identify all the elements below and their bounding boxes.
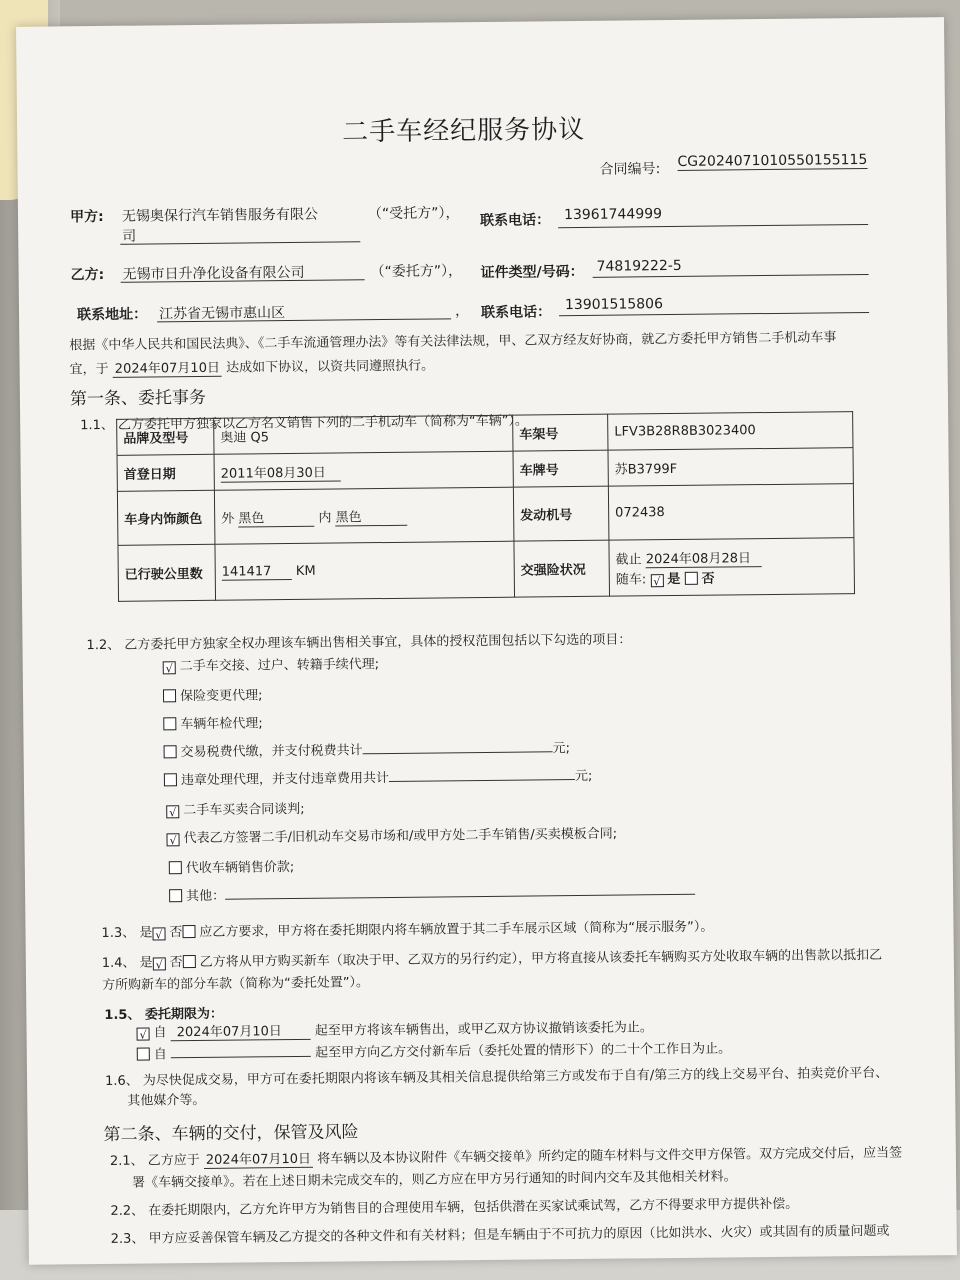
party-a-phone-underline <box>558 224 868 228</box>
option-7-checkbox[interactable]: √ <box>166 833 179 846</box>
vin-value: LFV3B28R8B3023400 <box>608 412 853 451</box>
intro-line2: 宜，于 2024年07月10日 达成如下协议，以资共同遵照执行。 <box>69 358 435 378</box>
clause-1-4-yes-checkbox[interactable]: √ <box>153 957 166 970</box>
clause-1-6-line2: 其他媒介等。 <box>127 1092 206 1109</box>
option-1: √ 二手车交接、过户、转籍手续代理; <box>163 653 380 674</box>
option-3: 车辆年检代理; <box>163 712 263 732</box>
party-a-name-line2: 司 <box>122 228 137 245</box>
option-2: 保险变更代理; <box>163 684 263 704</box>
option-1-checkbox[interactable]: √ <box>163 661 176 674</box>
party-a-phone: 13961744999 <box>563 206 663 224</box>
vin-label: 车架号 <box>513 414 608 451</box>
vehicle-info-table <box>116 411 855 602</box>
clause-1-2: 1.2、 乙方委托甲方独家全权办理该车辆出售相关事宜，具体的授权范围包括以下勾选的项目： <box>86 632 632 654</box>
option-3-checkbox[interactable] <box>163 717 176 730</box>
clause-1-3-yes-checkbox[interactable]: √ <box>152 927 165 940</box>
party-b-id-label: 证件类型/号码： <box>480 263 584 282</box>
party-b-id-underline <box>593 274 869 278</box>
party-a-name-line1: 无锡奥保行汽车销售服务有限公 <box>121 206 319 225</box>
option-9: 其他： <box>169 880 695 905</box>
clause-1-3: 1.3、 是 √ 否 应乙方要求，甲方将在委托期限内将车辆放置于其二手车展示区域（简称为“展示服务”）。 <box>101 919 714 942</box>
party-b-address-label: 联系地址： <box>76 306 148 324</box>
clause-1-5-label: 1.5、 委托期限为： <box>104 1006 224 1023</box>
party-b-id: 74819222-5 <box>596 257 682 275</box>
clause-1-5-option-b: 自 起至甲方向乙方交付新车后（委托处置的情形下）的二十个工作日为止。 <box>137 1037 731 1062</box>
option-7: √ 代表乙方签署二手/旧机动车交易市场和/或甲方处二手车销售/买卖模板合同; <box>166 823 617 847</box>
party-a-name-underline <box>120 241 360 245</box>
clause-1-6-line1: 1.6、 为尽快促成交易，甲方可在委托期限内将该车辆及其相关信息提供给第三方或发布于自有/第三方的线上交易平台、拍卖竞价平台、 <box>104 1065 889 1089</box>
option-4: 交易税费代缴，并支付税费共计 元; <box>164 737 571 760</box>
plate-label: 车牌号 <box>513 450 608 487</box>
party-b-address: 江苏省无锡市惠山区 <box>158 305 286 323</box>
clause-1-1: 1.1、 乙方委托甲方独家以乙方名义销售下列的二手机动车（简称为“车辆”）。 <box>80 413 529 434</box>
intro-line1: 根据《中华人民共和国民法典》、《二手车流通管理办法》等有关法律法规，甲、乙双方经友好协商，就乙方委托甲方销售二手机动车事 <box>69 330 837 354</box>
option-6-checkbox[interactable]: √ <box>166 805 179 818</box>
brand-label: 品牌及型号 <box>117 418 214 455</box>
clause-2-1: 2.1、 乙方应于 2024年07月10日 将车辆以及本协议附件《车辆交接单》所约定的随车材料与文件交甲方保管。双方完成交付后，应当签 <box>109 1145 903 1169</box>
option-2-checkbox[interactable] <box>163 689 176 702</box>
insurance-value: 截止 2024年08月28日 随车: √ 是 否 <box>609 538 855 597</box>
clause-2-2: 2.2、 在委托期限内，乙方允许甲方为销售目的合理使用车辆，包括供潜在买家试乘试驾，乙方不得要求甲方提供补偿。 <box>110 1196 799 1219</box>
contract-number-label: 合同编号: <box>599 161 661 178</box>
engine-value: 072438 <box>608 484 854 541</box>
registration-date-label: 首登日期 <box>117 454 214 491</box>
clause-1-4-no-checkbox[interactable] <box>183 955 196 968</box>
insurance-yes-checkbox[interactable]: √ <box>650 574 663 587</box>
color-label: 车身内饰颜色 <box>117 490 215 545</box>
option-8: 代收车辆销售价款; <box>169 856 295 876</box>
insurance-label: 交强险状况 <box>514 540 610 597</box>
clause-1-5-option-a: √ 自 2024年07月10日 起至甲方将该车辆售出，或甲乙双方协议撤销该委托为止。 <box>136 1016 652 1041</box>
brand-value: 奥迪 Q5 <box>214 415 513 454</box>
party-a-label: 甲方: <box>69 208 104 226</box>
party-b-address-sep: ， <box>454 303 470 320</box>
option-6: √ 二手车买卖合同谈判; <box>166 798 305 818</box>
clause-2-1-line2: 署《车辆交接单》。若在上述日期未完成交车的，则乙方应在甲方另行通知的时间内交车及其他相关材料。 <box>132 1169 737 1191</box>
contract-number: CG20240710105501551​15 <box>677 151 868 170</box>
option-8-checkbox[interactable] <box>169 861 182 874</box>
option-9-checkbox[interactable] <box>169 889 182 902</box>
clause-1-3-no-checkbox[interactable] <box>182 925 195 938</box>
party-b-phone: 13901515806 <box>564 296 664 314</box>
document-title: 二手车经纪服务协议 <box>341 114 586 148</box>
clause-1-4-line2: 方所购新车的部分车款（简称为“委托处置”）。 <box>101 975 370 994</box>
option-5-checkbox[interactable] <box>164 773 177 786</box>
party-a-phone-label: 联系电话： <box>480 212 551 230</box>
insurance-no-checkbox[interactable] <box>684 572 697 585</box>
party-a-role: （“受托方”）， <box>367 205 460 223</box>
party-b-role: （“委托方”）， <box>370 263 463 281</box>
registration-date-value: 2011年08月30日 <box>214 451 513 490</box>
clause-1-4: 1.4、 是 √ 否 乙方将从甲方购买新车（取决于甲、乙双方的另行约定），甲方将直接从该委托车辆购买方处收取车辆的出售款以抵扣乙 <box>101 947 883 972</box>
section1-heading: 第一条、委托事务 <box>69 387 207 410</box>
clause-2-3: 2.3、 甲方应妥善保管车辆及乙方提交的各种文件和有关材料；但是车辆由于不可抗力的原因（比如洪水、火灾）或其固有的质量问题或 <box>110 1223 890 1247</box>
section2-heading: 第二条、车辆的交付，保管及风险 <box>103 1122 359 1146</box>
party-b-label: 乙方: <box>70 266 105 284</box>
clause-1-5-b-checkbox[interactable] <box>137 1048 150 1061</box>
mileage-value: 141417 KM <box>215 541 515 600</box>
plate-value: 苏B3799F <box>608 448 853 487</box>
option-4-checkbox[interactable] <box>164 745 177 758</box>
party-b-name: 无锡市日升净化设备有限公司 <box>122 264 305 283</box>
mileage-label: 已行驶公里数 <box>118 544 216 601</box>
clause-1-5-a-checkbox[interactable]: √ <box>137 1028 150 1041</box>
option-5: 违章处理代理，并支付违章费用共计 元; <box>164 765 593 788</box>
color-value: 外 黑色 内 黑色 <box>214 487 514 544</box>
party-b-phone-label: 联系电话： <box>480 304 552 322</box>
contract-page <box>16 17 957 1265</box>
engine-label: 发动机号 <box>513 486 609 541</box>
